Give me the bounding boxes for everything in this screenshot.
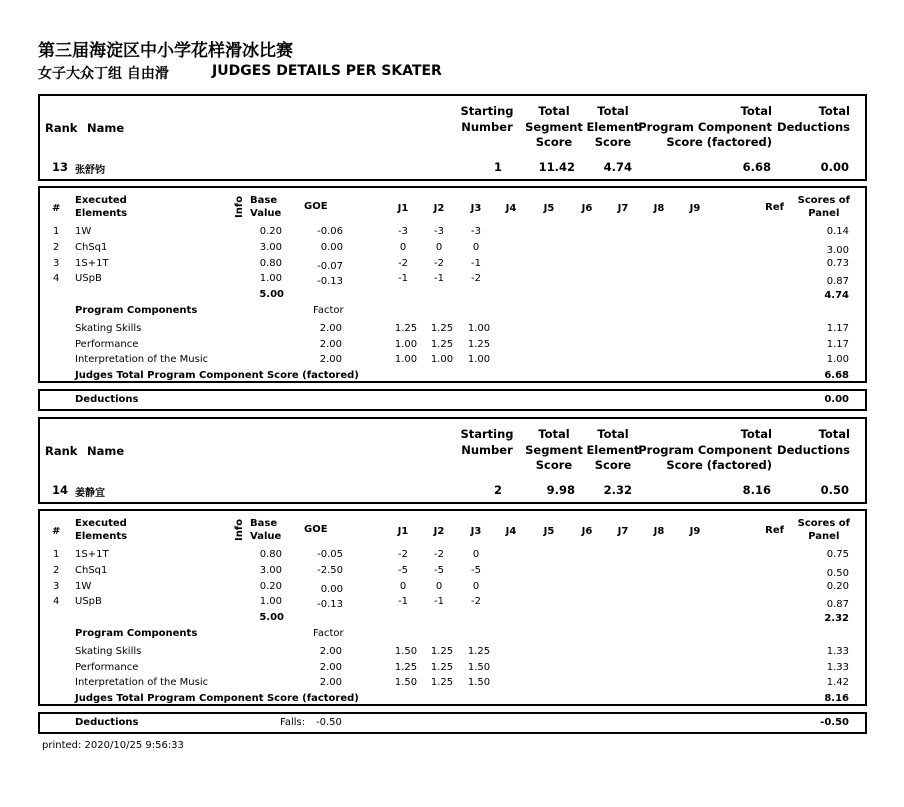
- component-judge-j3: 1.50: [467, 677, 491, 688]
- executed-elements-header: [75, 517, 127, 543]
- judge-header-j1: J1: [397, 203, 409, 214]
- component-panel-score: 1.33: [826, 662, 849, 673]
- base-value-header-line: Base: [250, 195, 278, 206]
- judge-header-j2: J2: [433, 526, 445, 537]
- total-segment-header: [519, 104, 589, 151]
- base-value-header-line: Base: [250, 518, 278, 529]
- element-code: 1W: [75, 581, 92, 592]
- element-number: 2: [53, 565, 60, 576]
- total-segment-header-line: Segment: [525, 119, 583, 134]
- total-element-header: [583, 427, 643, 474]
- component-judge-j1: 1.00: [394, 354, 418, 365]
- component-judge-j1: 1.50: [394, 677, 418, 688]
- base-value: 1.00: [259, 273, 282, 284]
- judge-goe-j3: -3: [471, 226, 481, 237]
- judge-goe-j1: 0: [399, 242, 407, 253]
- event-segment: 女子大众丁组 自由滑: [38, 66, 169, 82]
- component-judge-j2: 1.25: [430, 677, 454, 688]
- element-number: 4: [53, 596, 60, 607]
- base-value-header: [250, 517, 281, 543]
- scores-of-panel-header: [798, 517, 850, 543]
- starting-number: 1: [493, 160, 502, 174]
- element-number: 2: [53, 242, 60, 253]
- goe-value: 0.00: [320, 584, 343, 595]
- base-value: 3.00: [259, 242, 282, 253]
- judge-header-j6: J6: [581, 203, 593, 214]
- judge-goe-j3: 0: [472, 549, 480, 560]
- starting-number-header-line: Number: [461, 442, 513, 457]
- total-segment-score: 9.98: [546, 483, 575, 497]
- executed-elements-header-line: Elements: [75, 208, 128, 219]
- total-deductions: 0.50: [820, 483, 849, 497]
- total-element-header-line: Total: [597, 104, 629, 118]
- skater-name: 张舒钧: [75, 165, 105, 176]
- base-value-header: [250, 194, 281, 220]
- component-judge-j1: 1.25: [394, 662, 418, 673]
- judge-header-j5: J5: [543, 526, 555, 537]
- starting-number-header-line: Number: [461, 119, 513, 134]
- element-panel-score: 0.75: [826, 549, 849, 560]
- total-pc-header-line: Score (factored): [666, 135, 772, 149]
- judge-header-j9: J9: [689, 203, 701, 214]
- goe-value: -0.13: [317, 599, 343, 610]
- total-pc-header-line: Program Component: [638, 442, 772, 457]
- total-pc-score: 6.68: [742, 160, 771, 174]
- total-element-score: 4.74: [603, 160, 632, 174]
- skater-rank: 13: [52, 160, 69, 174]
- element-panel-score: 0.87: [826, 276, 849, 287]
- total-element-score: 2.32: [603, 483, 632, 497]
- judge-header-j7: J7: [617, 203, 629, 214]
- component-judge-j2: 1.25: [430, 339, 454, 350]
- base-value-header-line: Value: [250, 531, 282, 542]
- goe-value: -0.13: [317, 276, 343, 287]
- total-segment-header-line: Score: [535, 135, 573, 149]
- info-header: Info: [234, 518, 245, 541]
- report-type: JUDGES DETAILS PER SKATER: [212, 63, 442, 79]
- deductions-box: [38, 712, 867, 734]
- executed-elements-header: [75, 194, 127, 220]
- judge-header-j2: J2: [433, 203, 445, 214]
- total-pc-header-line: Total: [740, 427, 772, 441]
- skater-rank: 14: [52, 483, 69, 497]
- judge-goe-j2: -3: [434, 226, 444, 237]
- judge-header-j3: J3: [470, 203, 482, 214]
- executed-elements-header-line: Executed: [75, 518, 127, 529]
- base-value: 1.00: [259, 596, 282, 607]
- total-element-header: [583, 104, 643, 151]
- element-panel-score: 0.14: [826, 226, 849, 237]
- component-name: Skating Skills: [75, 646, 142, 657]
- component-factor: 2.00: [319, 662, 342, 673]
- judge-goe-j2: -1: [434, 596, 444, 607]
- factor-label: Factor: [313, 305, 344, 316]
- component-panel-score: 1.17: [826, 339, 849, 350]
- total-deductions: 0.00: [820, 160, 849, 174]
- goe-value: 0.00: [320, 242, 343, 253]
- rank-header: Rank: [45, 121, 78, 135]
- judge-goe-j3: -1: [471, 258, 481, 269]
- judge-goe-j1: -1: [398, 596, 408, 607]
- component-judge-j3: 1.00: [467, 323, 491, 334]
- element-code: 1S+1T: [75, 549, 109, 560]
- total-segment-header-line: Segment: [525, 442, 583, 457]
- starting-number-header-line: Starting: [460, 104, 514, 118]
- element-panel-score: 3.00: [826, 245, 849, 256]
- component-judge-j3: 1.25: [467, 339, 491, 350]
- total-deductions-header-line: Deductions: [777, 442, 850, 457]
- judge-goe-j1: -2: [398, 549, 408, 560]
- component-judge-j2: 1.00: [430, 354, 454, 365]
- total-deductions-header: [777, 104, 850, 135]
- deductions-label: Deductions: [75, 394, 139, 405]
- total-pc-header: [638, 104, 772, 151]
- executed-elements-header-line: Executed: [75, 195, 127, 206]
- pc-score-total: 8.16: [824, 693, 849, 704]
- component-judge-j3: 1.00: [467, 354, 491, 365]
- judges-total-label: Judges Total Program Component Score (factored): [75, 370, 359, 381]
- component-judge-j3: 1.50: [467, 662, 491, 673]
- total-element-header-line: Total: [597, 427, 629, 441]
- total-segment-header-line: Total: [538, 104, 570, 118]
- base-value-total: 5.00: [259, 612, 284, 623]
- page-title: 第三届海淀区中小学花样滑冰比赛: [38, 41, 293, 61]
- element-number: 1: [53, 226, 60, 237]
- total-deductions-header-line: Deductions: [777, 119, 850, 134]
- total-segment-score: 11.42: [538, 160, 575, 174]
- element-code: ChSq1: [75, 565, 108, 576]
- judge-header-j8: J8: [653, 203, 665, 214]
- goe-value: -0.06: [317, 226, 343, 237]
- judges-total-label: Judges Total Program Component Score (factored): [75, 693, 359, 704]
- base-value-header-line: Value: [250, 208, 282, 219]
- goe-value: -0.05: [317, 549, 343, 560]
- component-judge-j1: 1.00: [394, 339, 418, 350]
- element-panel-score: 0.73: [826, 258, 849, 269]
- judge-goe-j2: -5: [434, 565, 444, 576]
- base-value: 0.80: [259, 549, 282, 560]
- element-number: 3: [53, 258, 60, 269]
- component-factor: 2.00: [319, 677, 342, 688]
- component-factor: 2.00: [319, 354, 342, 365]
- total-deductions-header-line: Total: [818, 427, 850, 441]
- judge-header-j1: J1: [397, 526, 409, 537]
- total-segment-header-line: Score: [535, 458, 573, 472]
- falls-value: -0.50: [316, 717, 342, 728]
- total-element-header-line: Element: [586, 119, 640, 134]
- goe-header: GOE: [304, 201, 328, 212]
- goe-value: -0.07: [317, 261, 343, 272]
- component-name: Interpretation of the Music: [75, 354, 209, 365]
- factor-label: Factor: [313, 628, 344, 639]
- component-factor: 2.00: [319, 339, 342, 350]
- judge-goe-j2: -2: [434, 549, 444, 560]
- deductions-label: Deductions: [75, 717, 139, 728]
- goe-header: GOE: [304, 524, 328, 535]
- scores-of-panel-header-line: Scores of: [797, 518, 850, 529]
- element-panel-score: 0.20: [826, 581, 849, 592]
- pc-score-total: 6.68: [824, 370, 849, 381]
- judge-header-j4: J4: [505, 203, 517, 214]
- component-panel-score: 1.42: [826, 677, 849, 688]
- element-panel-score: 0.87: [826, 599, 849, 610]
- judge-header-j6: J6: [581, 526, 593, 537]
- program-components-label: Program Components: [75, 305, 198, 316]
- component-name: Performance: [75, 339, 139, 350]
- printed-timestamp: printed: 2020/10/25 9:56:33: [42, 740, 184, 751]
- base-value: 0.20: [259, 226, 282, 237]
- program-components-label: Program Components: [75, 628, 198, 639]
- starting-number: 2: [493, 483, 502, 497]
- component-judge-j2: 1.25: [430, 662, 454, 673]
- judge-goe-j1: -2: [398, 258, 408, 269]
- executed-elements-header-line: Elements: [75, 531, 128, 542]
- judge-goe-j2: 0: [435, 242, 443, 253]
- component-judge-j2: 1.25: [430, 646, 454, 657]
- element-code: 1W: [75, 226, 92, 237]
- judge-goe-j3: 0: [472, 242, 480, 253]
- base-value-total: 5.00: [259, 289, 284, 300]
- scores-of-panel-header: [798, 194, 850, 220]
- component-panel-score: 1.33: [826, 646, 849, 657]
- num-header: #: [52, 203, 61, 214]
- component-judge-j3: 1.25: [467, 646, 491, 657]
- element-score-total: 4.74: [824, 290, 849, 301]
- element-number: 4: [53, 273, 60, 284]
- deductions-total: 0.00: [824, 394, 849, 405]
- starting-number-header: [457, 104, 517, 135]
- scores-of-panel-header-line: Panel: [808, 208, 840, 219]
- base-value: 0.20: [259, 581, 282, 592]
- judge-goe-j2: -2: [434, 258, 444, 269]
- element-panel-score: 0.50: [826, 568, 849, 579]
- base-value: 0.80: [259, 258, 282, 269]
- component-judge-j1: 1.25: [394, 323, 418, 334]
- scores-of-panel-header-line: Scores of: [797, 195, 850, 206]
- total-pc-header-line: Program Component: [638, 119, 772, 134]
- judge-goe-j3: 0: [472, 581, 480, 592]
- judge-goe-j3: -2: [471, 596, 481, 607]
- falls-label: Falls:: [280, 717, 306, 728]
- name-header: Name: [87, 121, 125, 135]
- judge-goe-j3: -2: [471, 273, 481, 284]
- info-header: Info: [234, 195, 245, 218]
- name-header: Name: [87, 444, 125, 458]
- total-deductions-header: [777, 427, 850, 458]
- deductions-box: [38, 389, 867, 411]
- num-header: #: [52, 526, 61, 537]
- scores-of-panel-header-line: Panel: [808, 531, 840, 542]
- judge-goe-j2: -1: [434, 273, 444, 284]
- total-element-header-line: Score: [594, 135, 632, 149]
- component-name: Skating Skills: [75, 323, 142, 334]
- starting-number-header: [457, 427, 517, 458]
- judge-goe-j1: -5: [398, 565, 408, 576]
- judge-header-j7: J7: [617, 526, 629, 537]
- judge-goe-j2: 0: [435, 581, 443, 592]
- judge-goe-j1: -3: [398, 226, 408, 237]
- judge-header-j9: J9: [689, 526, 701, 537]
- component-factor: 2.00: [319, 323, 342, 334]
- ref-header: Ref: [765, 202, 784, 213]
- total-pc-header-line: Score (factored): [666, 458, 772, 472]
- element-number: 3: [53, 581, 60, 592]
- component-judge-j1: 1.50: [394, 646, 418, 657]
- element-code: USpB: [75, 273, 102, 284]
- base-value: 3.00: [259, 565, 282, 576]
- element-code: ChSq1: [75, 242, 108, 253]
- skater-name: 姜静宜: [75, 488, 105, 499]
- component-name: Performance: [75, 662, 139, 673]
- component-panel-score: 1.17: [826, 323, 849, 334]
- judge-header-j8: J8: [653, 526, 665, 537]
- total-element-header-line: Score: [594, 458, 632, 472]
- component-panel-score: 1.00: [826, 354, 849, 365]
- deductions-total: -0.50: [820, 717, 849, 728]
- element-number: 1: [53, 549, 60, 560]
- judge-header-j5: J5: [543, 203, 555, 214]
- total-segment-header: [519, 427, 589, 474]
- component-judge-j2: 1.25: [430, 323, 454, 334]
- rank-header: Rank: [45, 444, 78, 458]
- component-factor: 2.00: [319, 646, 342, 657]
- total-deductions-header-line: Total: [818, 104, 850, 118]
- component-name: Interpretation of the Music: [75, 677, 209, 688]
- total-element-header-line: Element: [586, 442, 640, 457]
- judge-header-j3: J3: [470, 526, 482, 537]
- total-pc-score: 8.16: [742, 483, 771, 497]
- starting-number-header-line: Starting: [460, 427, 514, 441]
- total-pc-header: [638, 427, 772, 474]
- judge-goe-j3: -5: [471, 565, 481, 576]
- goe-value: -2.50: [317, 565, 343, 576]
- total-pc-header-line: Total: [740, 104, 772, 118]
- element-code: 1S+1T: [75, 258, 109, 269]
- total-segment-header-line: Total: [538, 427, 570, 441]
- judge-goe-j1: 0: [399, 581, 407, 592]
- element-score-total: 2.32: [824, 613, 849, 624]
- judge-goe-j1: -1: [398, 273, 408, 284]
- element-code: USpB: [75, 596, 102, 607]
- judge-header-j4: J4: [505, 526, 517, 537]
- ref-header: Ref: [765, 525, 784, 536]
